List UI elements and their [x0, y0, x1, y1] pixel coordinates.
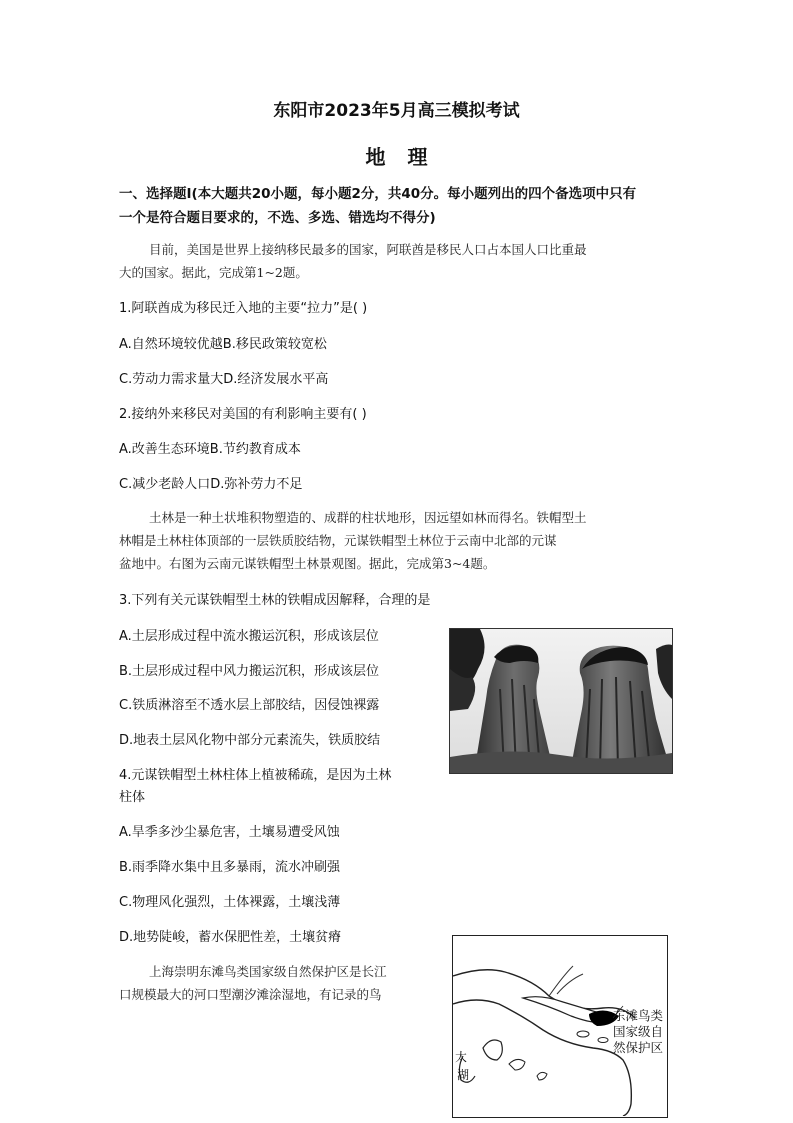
q2-options-cd: C.减少老龄人口D.弥补劳力不足 — [119, 477, 303, 492]
passage2-line3: 盆地中。右图为云南元谋铁帽型土林景观图。据此，完成第3~4题。 — [119, 556, 496, 571]
q1-stem: 1.阿联酋成为移民迁入地的主要“拉力”是( ) — [119, 301, 368, 316]
q4-option-b: B.雨季降水集中且多暴雨，流水冲刷强 — [119, 860, 341, 875]
section-heading-line2: 一个是符合题目要求的，不选、多选、错选均不得分) — [119, 210, 436, 226]
section-heading-line1: 一、选择题Ⅰ(本大题共20小题，每小题2分，共40分。每小题列出的四个备选项中只有 — [119, 186, 637, 202]
map-lake-char2: 湖 — [457, 1068, 470, 1082]
passage1-line1: 目前，美国是世界上接纳移民最多的国家，阿联酋是移民人口占本国人口比重最 — [149, 242, 587, 257]
q3-stem: 3.下列有关元谋铁帽型土林的铁帽成因解释，合理的是 — [119, 593, 431, 608]
q2-stem: 2.接纳外来移民对美国的有利影响主要有( ) — [119, 407, 367, 422]
map-lake-char1: 太 — [455, 1050, 468, 1064]
map-label-line3: 然保护区 — [612, 1040, 663, 1055]
q4-stem-line1: 4.元谋铁帽型土林柱体上植被稀疏，是因为土林 — [119, 768, 392, 783]
q3-option-d: D.地表土层风化物中部分元素流失，铁质胶结 — [119, 733, 381, 748]
dongtan-reserve-map — [452, 935, 668, 1118]
q4-option-a: A.旱季多沙尘暴危害，土壤易遭受风蚀 — [119, 825, 340, 840]
passage1-line2: 大的国家。据此，完成第1~2题。 — [119, 265, 308, 280]
q4-stem-line2: 柱体 — [119, 790, 146, 805]
q1-options-cd: C.劳动力需求量大D.经济发展水平高 — [119, 372, 329, 387]
map-label-line1: 东滩鸟类 — [612, 1008, 663, 1023]
q3-option-a: A.土层形成过程中流水搬运沉积，形成该层位 — [119, 629, 379, 644]
subject-title: 地理 — [365, 145, 450, 169]
q4-option-d: D.地势陡峻，蓄水保肥性差，土壤贫瘠 — [119, 930, 342, 945]
q4-option-c: C.物理风化强烈，土体裸露，土壤浅薄 — [119, 895, 341, 910]
map-label-line2: 国家级自 — [612, 1024, 663, 1039]
q3-option-b: B.土层形成过程中风力搬运沉积，形成该层位 — [119, 664, 380, 679]
q2-options-ab: A.改善生态环境B.节约教育成本 — [119, 442, 301, 457]
exam-title: 东阳市2023年5月高三模拟考试 — [273, 101, 520, 121]
earth-forest-photo — [449, 628, 673, 774]
passage2-line2: 林帽是土林柱体顶部的一层铁质胶结物，元谋铁帽型土林位于云南中北部的元谋 — [119, 533, 557, 548]
passage3-line2: 口规模最大的河口型潮汐滩涂湿地，有记录的鸟 — [119, 987, 382, 1002]
passage2-line1: 土林是一种土状堆积物塑造的、成群的柱状地形，因远望如林而得名。铁帽型土 — [149, 510, 587, 525]
q1-options-ab: A.自然环境较优越B.移民政策较宽松 — [119, 337, 327, 352]
passage3-line1: 上海崇明东滩鸟类国家级自然保护区是长江 — [149, 964, 387, 979]
q3-option-c: C.铁质淋溶至不透水层上部胶结，因侵蚀裸露 — [119, 698, 380, 713]
